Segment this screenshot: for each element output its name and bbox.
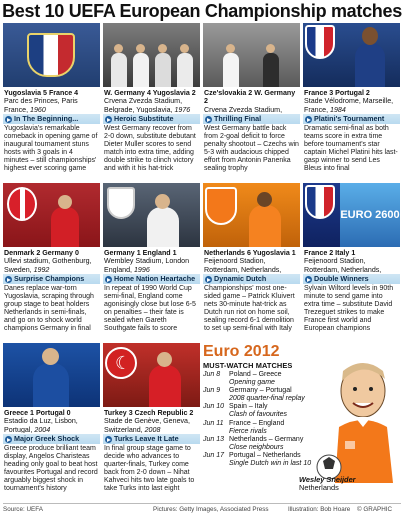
fixture-date: Jun 8: [203, 371, 221, 378]
match-year: 2008: [144, 425, 161, 433]
player-head: [266, 44, 275, 53]
match-headline: Home Nation Heartache: [103, 274, 200, 284]
match-place: England,: [104, 265, 134, 273]
fixture-teams: Netherlands – Germany Close neighbours: [229, 435, 304, 451]
match-photo: [203, 183, 300, 247]
match-headline: Surprise Champions: [3, 274, 100, 284]
match-headline: Thrilling Final: [203, 114, 300, 124]
footer-source: Source: UEFA: [3, 506, 43, 513]
play-bullet-icon: [5, 276, 12, 283]
play-bullet-icon: [305, 116, 312, 123]
match-score: France 2 Italy 1: [304, 249, 356, 257]
player-name: Wesley Sneijder: [299, 475, 356, 484]
sneijder-caricature: [315, 357, 401, 483]
must-watch-heading: MUST-WATCH MATCHES: [203, 361, 293, 370]
yugoslavia-crest-icon: [27, 33, 75, 77]
match-venue: Feijenoord Stadion,: [304, 257, 366, 266]
player-figure: [249, 205, 281, 247]
player-head: [58, 195, 72, 209]
match-card: [103, 23, 200, 197]
euro-2012-panel: [203, 343, 401, 498]
match-photo: [3, 343, 100, 407]
player-head: [157, 352, 172, 367]
match-score: Cze'slovakia 2 W. Germany 2: [204, 89, 296, 106]
fixture-teams: Spain – Italy Clash of favourites: [229, 403, 287, 419]
match-card: [103, 343, 200, 516]
match-photo: [203, 23, 300, 87]
play-bullet-icon: [5, 436, 12, 443]
turkey-flag-icon: [105, 347, 137, 379]
match-venue: Crvena Zvezda Stadium,: [104, 97, 183, 106]
match-place: Belgrade, Yugoslavia,: [104, 105, 175, 113]
match-score: W. Germany 4 Yugoslavia 2: [104, 89, 196, 97]
footer: [3, 503, 401, 515]
match-caption: [3, 247, 100, 273]
match-year: 1992: [33, 265, 50, 273]
match-card: [303, 183, 400, 357]
match-place: Sweden,: [4, 265, 34, 273]
match-venue: Parc des Princes, Paris: [4, 97, 78, 106]
player-figure: [263, 53, 279, 87]
match-score: France 3 Portugal 2: [304, 89, 370, 97]
match-caption: [103, 87, 200, 113]
match-card: [3, 183, 100, 357]
footer-illustration: Illustration: Bob Hoare: [288, 506, 351, 513]
match-story: Greece produce brilliant team display, Angelos Charisteas heading only goal to beat host favourites Portugal and record arguably biggest shock in tournament's history: [4, 445, 98, 493]
match-score: Greece 1 Portugal 0: [4, 409, 71, 417]
match-place: Portugal,: [4, 425, 35, 433]
play-bullet-icon: [305, 276, 312, 283]
player-figure: [149, 365, 181, 407]
match-card: [303, 23, 400, 197]
page-title: Best 10 UEFA European Championship matches: [2, 1, 402, 21]
match-score: Yugoslavia 5 France 4: [4, 89, 79, 97]
match-place: Rotterdam, Netherlands,: [304, 265, 382, 273]
match-venue: Ullevi stadium, Gothenburg,: [4, 257, 92, 266]
player-head: [114, 44, 123, 53]
footer-pictures: Pictures: Getty Images, Associated Press: [153, 506, 269, 513]
match-story: Dramatic semi-final as both teams score in extra time before tournament's star captain Michel Platini hits last-gasp winner to send Les Bleus into final: [304, 125, 398, 173]
match-headline: Platini's Tournament: [303, 114, 400, 124]
play-bullet-icon: [105, 436, 112, 443]
fixture-date: Jun 9: [203, 387, 221, 395]
match-story: Yugoslavia's remarkable comeback in opening game of inaugural tournament stuns hosts with 3 goals in 4 minutes – still championships' highest ever scoring game: [4, 125, 98, 173]
fff-crest-icon: [305, 25, 335, 59]
player-figure: [177, 53, 193, 87]
match-place: Rotterdam, Netherlands,: [204, 265, 282, 273]
match-place: France,: [4, 105, 31, 113]
player-head: [362, 27, 378, 45]
match-score: Denmark 2 Germany 0: [4, 249, 79, 257]
match-card: [203, 183, 300, 357]
match-story: West Germany recover from 2-0 down, substitute debutant Dieter Muller scores to send match into extra time, adding double strike to clinch victory and with it his hat-trick: [104, 125, 196, 173]
match-caption: [3, 87, 100, 113]
matches-grid: [3, 23, 401, 498]
euro-2000-ad: EURO 2600: [340, 183, 400, 247]
match-caption: [103, 407, 200, 433]
footer-brand: © GRAPHIC: [357, 506, 393, 513]
fa-crest-icon: [107, 187, 135, 219]
match-venue: Feijenoord Stadion,: [204, 257, 266, 266]
match-caption: [3, 407, 100, 433]
fixture-teams: Portugal – Netherlands Single Dutch win in last 10: [229, 451, 312, 468]
match-photo: [103, 343, 200, 407]
match-headline: In The Beginning...: [3, 114, 100, 124]
match-photo: [303, 183, 400, 247]
match-caption: [303, 247, 400, 273]
player-figure: [51, 207, 79, 247]
player-head: [42, 348, 59, 365]
match-place: France,: [304, 105, 331, 113]
fixture-teams: Poland – Greece Opening game: [229, 371, 282, 387]
match-photo: [3, 23, 100, 87]
match-headline: Turks Leave It Late: [103, 434, 200, 444]
match-card: [103, 183, 200, 357]
play-bullet-icon: [5, 116, 12, 123]
match-photo: [303, 23, 400, 87]
match-story: Danes replace war-torn Yugoslavia, scraping through group stage to beat holders Netherlands in semi-finals, and go on to shock world champions Germany in final: [4, 285, 94, 333]
player-head: [257, 192, 272, 207]
match-photo: [103, 183, 200, 247]
match-year: 1976: [174, 105, 191, 113]
play-bullet-icon: [205, 116, 212, 123]
player-head: [155, 194, 170, 209]
knvb-crest-icon: [205, 187, 237, 225]
player-figure: [133, 53, 149, 87]
match-caption: [103, 247, 200, 273]
match-year: 1996: [133, 265, 150, 273]
player-figure: [147, 207, 179, 247]
match-headline: Heroic Substitute: [103, 114, 200, 124]
play-bullet-icon: [105, 276, 112, 283]
match-venue: Estadio da Luz, Lisbon,: [4, 417, 78, 426]
match-score: Germany 1 England 1: [104, 249, 177, 257]
match-score: Turkey 3 Czech Republic 2: [104, 409, 194, 417]
player-head: [136, 44, 145, 53]
match-photo: [3, 183, 100, 247]
match-photo: [103, 23, 200, 87]
match-headline: Double Winners: [303, 274, 400, 284]
match-headline: Dynamic Dutch: [203, 274, 300, 284]
match-story: Championships' most one-sided game – Patrick Kluivert nets 30-minute hat-trick as Dutch run riot on home soil, sealing record 6-1 demolition to set up semi-final with Italy: [204, 285, 295, 333]
match-card: [3, 23, 100, 197]
match-year: 1960: [30, 105, 46, 113]
match-place: Switzerland,: [104, 425, 145, 433]
player-figure: [355, 43, 385, 87]
match-caption: [203, 87, 300, 113]
fixture-teams: Germany – Portugal 2008 quarter-final replay: [229, 387, 305, 403]
player-head: [158, 44, 167, 53]
match-card: [203, 23, 300, 197]
match-venue: Crvena Zvezda Stadium,: [204, 105, 283, 113]
player-head: [226, 44, 235, 53]
match-venue: Stade de Genève, Geneva,: [104, 417, 190, 426]
play-bullet-icon: [205, 276, 212, 283]
player-caption: [299, 476, 356, 493]
dbu-crest-icon: [7, 187, 37, 221]
fixture-date: Jun 11: [203, 419, 224, 427]
player-figure: [155, 53, 171, 87]
player-figure: [223, 53, 239, 87]
play-bullet-icon: [105, 116, 112, 123]
match-story: In final group stage game to decide who advances to quarter-finals, Turkey come back from 2-0 down – Nihat Kahveci hits two late goals to take Turks into last eight: [104, 445, 195, 493]
match-story: West Germany battle back from 2-goal deficit to force penalty shootout – Czechs win 5-3 with audacious chipped effort from Antonin Panenka sealing trophy: [204, 125, 299, 173]
fixture-date: Jun 13: [203, 435, 225, 443]
match-score: Netherlands 6 Yugoslavia 1: [204, 249, 296, 257]
fixture-date: Jun 17: [203, 451, 225, 459]
match-headline: Major Greek Shock: [3, 434, 100, 444]
fff-crest-icon: [305, 185, 335, 219]
player-figure: [33, 363, 69, 407]
match-story: In repeat of 1990 World Cup semi-final, England come agonisingly close but lose 6-5 on penalties – their fate is sealed when Gareth Southgate fails to score: [104, 285, 196, 333]
match-story: Sylvain Wiltord levels in 90th minute to send game into extra time – substitute David Trezeguet strikes to make France first world and European champions: [304, 285, 394, 333]
match-venue: Wembley Stadium, London: [104, 257, 190, 266]
fixture-date: Jun 10: [203, 403, 225, 411]
match-venue: Stade Vélodrome, Marseille,: [304, 97, 394, 106]
player-country: Netherlands: [299, 483, 339, 493]
player-figure: [111, 53, 127, 87]
match-year: 1984: [330, 105, 346, 113]
fixture-teams: France – England Fierce rivals: [229, 419, 285, 435]
player-head: [180, 44, 189, 53]
match-card: [3, 343, 100, 516]
match-caption: [203, 247, 300, 273]
euro-2012-title: Euro 2012: [203, 343, 280, 360]
match-year: 2004: [34, 425, 51, 433]
match-caption: [303, 87, 400, 113]
